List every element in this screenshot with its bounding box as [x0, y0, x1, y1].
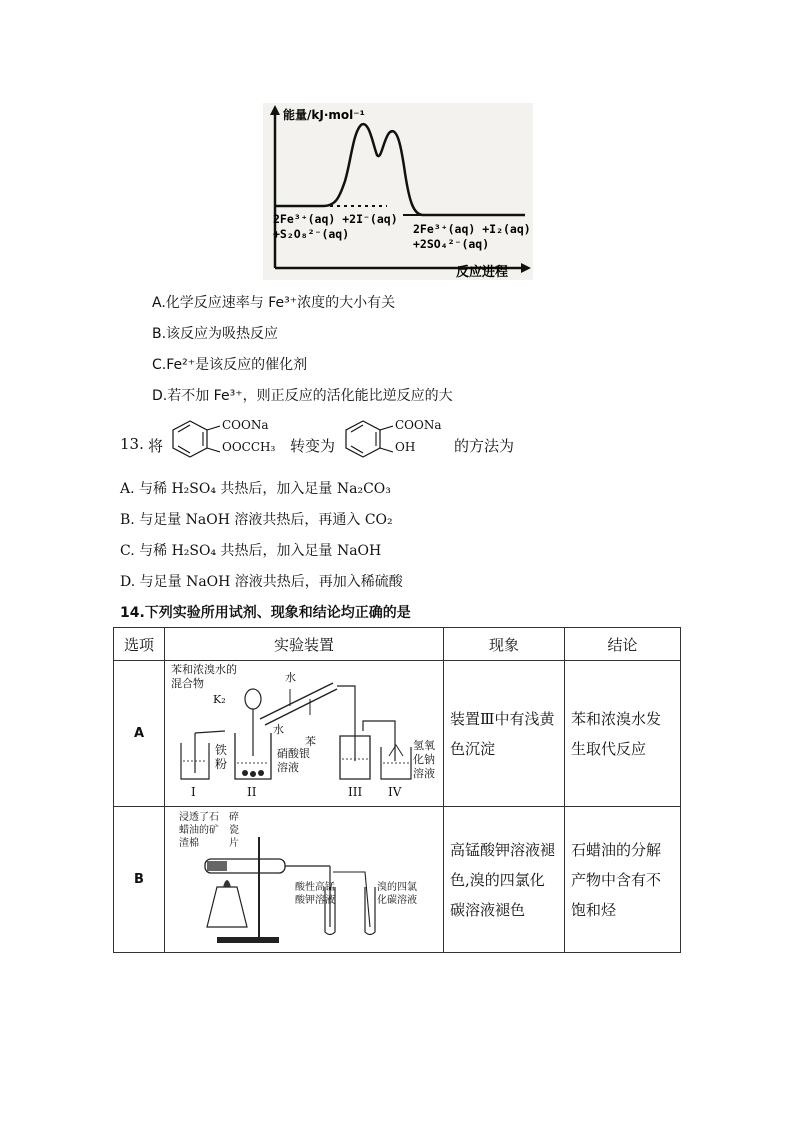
- reactants-label-2: +S₂O₈²⁻(aq): [273, 227, 350, 241]
- q13-word-1: 将: [148, 437, 164, 455]
- label-num-1: I: [191, 785, 196, 799]
- q13-number: 13.: [120, 435, 144, 453]
- products-label-2: +2SO₄²⁻(aq): [413, 237, 490, 251]
- label-benzene: 苯: [305, 735, 316, 748]
- y-axis-label: 能量/kJ·mol⁻¹: [283, 108, 365, 122]
- label-iron: 铁粉: [215, 743, 228, 771]
- table-row: [114, 661, 681, 807]
- energy-curve: [323, 124, 525, 215]
- energy-diagram-svg: [263, 103, 533, 280]
- header-phenomenon: 现象: [444, 628, 565, 661]
- label-chips: 碎瓷片: [229, 812, 239, 849]
- q12-option-d: D.若不加 Fe³⁺，则正反应的活化能比逆反应的大: [152, 388, 453, 404]
- struct1-sub-1: COONa: [222, 418, 269, 432]
- label-mixture: 苯和浓溴水的混合物: [171, 663, 237, 690]
- label-naoh: 氢氧化钠溶液: [413, 739, 435, 780]
- table-header-row: [114, 628, 681, 661]
- structure-product: [343, 418, 451, 458]
- label-cotton: 浸透了石蜡油的矿渣棉: [179, 812, 219, 849]
- x-axis-arrow: [521, 263, 531, 273]
- label-bromine: 溴的四氯化碳溶液: [377, 882, 417, 906]
- x-axis-label: 反应进程: [456, 265, 509, 280]
- table-row: [114, 807, 681, 953]
- row-b-phenomenon: 高锰酸钾溶液褪色,溴的四氯化碳溶液褪色: [444, 807, 565, 953]
- q13-option-d: D. 与足量 NaOH 溶液共热后，再加入稀硫酸: [120, 574, 403, 590]
- struct1-sub-2: OOCCH₃: [222, 440, 276, 454]
- row-a-option: A: [114, 661, 165, 807]
- header-option: 选项: [114, 628, 165, 661]
- q13-word-2: 转变为: [290, 437, 336, 455]
- label-num-4: IV: [388, 785, 402, 799]
- q13-option-c: C. 与稀 H₂SO₄ 共热后，加入足量 NaOH: [120, 543, 382, 559]
- products-label-1: 2Fe³⁺(aq) +I₂(aq): [413, 222, 531, 236]
- row-a-conclusion: 苯和浓溴水发生取代反应: [565, 661, 681, 807]
- label-num-2: II: [247, 785, 257, 799]
- header-conclusion: 结论: [565, 628, 681, 661]
- label-water-2: 水: [273, 723, 284, 736]
- struct2-sub-2: OH: [395, 440, 416, 454]
- label-k2: K₂: [213, 693, 226, 706]
- q14-stem: 14.下列实验所用试剂、现象和结论均正确的是: [120, 605, 411, 621]
- benzene-ring-2: [343, 418, 393, 458]
- row-b-apparatus: [165, 807, 444, 953]
- label-num-3: III: [348, 785, 363, 799]
- q12-option-c: C.Fe²⁺是该反应的催化剂: [152, 357, 308, 373]
- q13-word-3: 的方法为: [454, 437, 515, 455]
- q13-option-a: A. 与稀 H₂SO₄ 共热后，加入足量 Na₂CO₃: [120, 481, 391, 497]
- row-a-phenomenon: 装置Ⅲ中有浅黄色沉淀: [444, 661, 565, 807]
- energy-diagram: [263, 103, 533, 280]
- structure-reactant: [170, 418, 282, 458]
- q12-option-a: A.化学反应速率与 Fe³⁺浓度的大小有关: [152, 295, 396, 311]
- row-b-conclusion: 石蜡油的分解产物中含有不饱和烃: [565, 807, 681, 953]
- struct2-sub-1: COONa: [395, 418, 442, 432]
- label-water-1: 水: [285, 671, 296, 684]
- q14-table: [113, 627, 681, 953]
- q12-option-b: B.该反应为吸热反应: [152, 326, 279, 342]
- row-a-apparatus: [165, 661, 444, 807]
- row-b-option: B: [114, 807, 165, 953]
- label-kmno4: 酸性高锰酸钾溶液: [295, 882, 335, 906]
- reactants-label-1: 2Fe³⁺(aq) +2I⁻(aq): [273, 212, 398, 226]
- label-silver-nitrate: 硝酸银溶液: [277, 747, 310, 774]
- benzene-ring-1: [170, 418, 220, 458]
- y-axis-arrow: [270, 105, 280, 115]
- header-apparatus: 实验装置: [165, 628, 444, 661]
- q13-option-b: B. 与足量 NaOH 溶液共热后，再通入 CO₂: [120, 512, 393, 528]
